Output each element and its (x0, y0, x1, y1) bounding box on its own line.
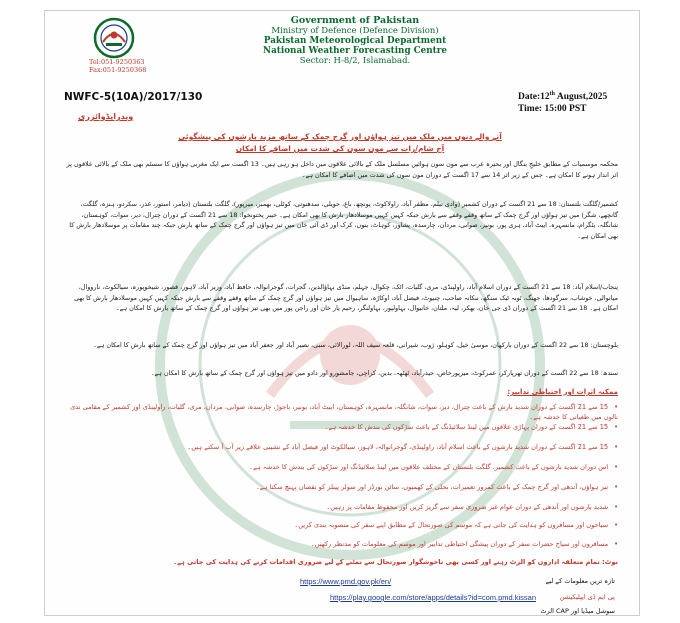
precautions-heading: ممکنہ اثرات اور احتیاطی تدابیر: (507, 388, 618, 396)
advisory-label: ویدرایڈوائزری (78, 112, 134, 121)
website-link[interactable]: https://www.pmd.gov.pk/en/ (300, 577, 392, 586)
precaution-item: • 15 سے 21 اگست کے دوران شدید بارش کے باعث چترال، دیر، سوات، شانگلہ، مانسہرہ، کوہستان، ایبٹ آباد، بونیر، باجوڑ، چارسدہ، صوابی، مردان، مری، گلیات، راولپنڈی اور کشمیر کے مقامی ندی نالوں میں طغیانی کا خدشہ ہے۔ (62, 403, 618, 422)
paragraph-kashmir-gb-kp: کشمیر/گلگت بلتستان: 18 سے 21 اگست کے دوران کشمیر (وادی نیلم، مظفر آباد، راولاکوٹ، پونچھ، باغ، حویلی، سدھنوتی، کوٹلی، بھمبر، میرپور)، گلگت بلتستان (دیامر، استور، غذر، سکردو، ہنزہ، گلگت، گانچھے، شگر) میں تیز ہواؤں اور گرج چمک کے ساتھ وقفے وقفے سے بارش جبکہ کہیں کہیں موسلادھار بارش کا بھی امکان ہے۔ خیبر پختونخوا: 18 سے 21 اگست کے دوران چترال، دیر، سوات، کوہستان، شانگلہ، بٹگرام، مانسہرہ، ایبٹ آباد، ہری پور، بونیر، صوابی، مردان، چارسدہ، پشاور، کوہاٹ، بنوں، کرک اور ڈی آئی خان میں تیز ہواؤں اور گرج چمک کے ساتھ بارش جبکہ چند مقامات پر موسلادھار بارش کا بھی امکان ہے۔ (69, 200, 618, 240)
department-name: Pakistan Meteorological Department (263, 36, 447, 46)
government-name: Government of Pakistan (290, 15, 420, 26)
headline-secondary: آج شام/رات سے مون سون کی شدت میں اضافے کا امکان (235, 144, 445, 153)
paragraph-balochistan: بلوچستان: 18 سے 22 اگست کے دوران بارکھان، موسیٰ خیل، کوہلو، ژوب، شیرانی، قلعہ سیف اللہ، لورالائی، سبی، نصیر آباد اور جعفر آباد میں تیز ہواؤں اور گرج چمک کے ساتھ بارش کا امکان ہے۔ (93, 341, 618, 349)
centre-name: National Weather Forecasting Centre (263, 46, 447, 56)
precaution-item: • 15 سے 21 اگست کے دوران پہاڑی علاقوں میں لینڈ سلائیڈنگ کے باعث سڑکوں کی بندش کا خدشہ ہے۔ (62, 423, 618, 433)
precaution-item: • تیز ہواؤں، آندھی اور گرج چمک کے باعث کمزور تعمیرات، بجلی کے کھمبوں، سائن بورڈز اور سولر پینلز کو نقصان پہنچ سکتا ہے۔ (62, 483, 618, 493)
precaution-item: • سیاحوں اور مسافروں کو ہدایت کی جاتی ہے کہ موسم کی صورتحال کے مطابق اپنے سفر کی منصوبہ بندی کریں۔ (62, 521, 618, 531)
paragraph-overview: محکمہ موسمیات کے مطابق خلیجِ بنگال اور بحیرہ عرب سے مون سون ہوائیں مسلسل ملک کے بالائی علاقوں میں داخل ہو رہی ہیں۔ 13 اگست سے ایک مغربی ہواؤں کا سسٹم بھی ملک کے بالائی علاقوں پر اثر انداز ہونے کا امکان ہے۔ جس کے زیر اثر 14 سے 17 اگست کے دوران مون سون کی شدت میں اضافے کا امکان ہے۔ (66, 160, 618, 179)
letterhead (190, 16, 520, 66)
reference-number: NWFC-5(10A)/2017/130 (64, 91, 203, 103)
fax-number: Fax:051-9250368 (89, 66, 147, 74)
date-time-block (518, 88, 607, 115)
advisory-note: نوٹ: تمام متعلقہ اداروں کو الرٹ رہنے اور کسی بھی ناخوشگوار صورتحال سے نمٹنے کے لیے ضروری اقدامات کرنے کی ہدایت کی جاتی ہے۔ (173, 558, 618, 566)
issue-date: Date:12th August,2025 (518, 91, 608, 103)
paragraph-sindh: سندھ: 18 سے 22 اگست کے دوران تھرپارکر، عمرکوٹ، میرپورخاص، حیدرآباد، ٹھٹھہ، بدین، کراچی، جامشورو اور دادو میں تیز ہواؤں اور گرج چمک کے ساتھ بارش کا امکان ہے۔ (150, 369, 618, 377)
headline-primary: آنے والے دنوں میں ملک میں تیز ہواؤں اور گرج چمک کے ساتھ مزید بارشوں کی پیشگوئی (178, 132, 502, 141)
sector-address: Sector: H-8/2, Islamabad. (299, 56, 411, 66)
contact-numbers (89, 58, 146, 74)
website-label: تازہ ترین معلومات کے لیے (545, 577, 615, 585)
pmd-logo-icon (88, 16, 140, 60)
app-store-link[interactable]: https://play.google.com/store/apps/details?id=com.pmd.kissan (330, 593, 537, 602)
app-label: پی ایم ڈی ایپلیکیشن (559, 593, 615, 601)
precaution-item: • شدید بارشوں اور آندھی کے دوران عوام غیر ضروری سفر سے گریز کریں اور محفوظ مقامات پر رہیں۔ (62, 503, 618, 513)
precaution-item: • اس دوران شدید بارشوں کے باعث کشمیر، گلگت بلتستان کے مختلف علاقوں میں لینڈ سلائیڈنگ اور سڑکوں کی بندش کا خدشہ ہے۔ (62, 463, 618, 473)
precaution-item: • مسافروں اور سیاح حضرات سفر کے دوران پیشگی احتیاطی تدابیر اور موسم کی معلومات کو مدنظر رکھیں۔ (62, 540, 618, 550)
precaution-item: • 15 سے 21 اگست کے دوران شدید بارشوں کے باعث اسلام آباد، راولپنڈی، گوجرانوالہ، لاہور، سیالکوٹ اور فیصل آباد کے نشیبی علاقے زیر آب آ سکتے ہیں۔ (62, 443, 618, 453)
paragraph-punjab-islamabad: پنجاب/اسلام آباد: 18 سے 21 اگست کے دوران اسلام آباد، راولپنڈی، مری، گلیات، اٹک، چکوال، جہلم، منڈی بہاؤالدین، گجرات، گوجرانوالہ، حافظ آباد، وزیر آباد، لاہور، قصور، شیخوپورہ، سیالکوٹ، نارووال، میانوالی، خوشاب، سرگودھا، جھنگ، ٹوبہ ٹیک سنگھ، ننکانہ صاحب، چنیوٹ، فیصل آباد، اوکاڑہ، ساہیوال میں تیز ہواؤں اور گرج چمک کے ساتھ وقفے وقفے سے بارش جبکہ کہیں کہیں موسلادھار بارش کا بھی امکان ہے۔ 18 سے 21 اگست کے دوران ڈی جی خان، بھکر، لیہ، ملتان، خانیوال، بہاولپور، بہاولنگر، رحیم یار خان اور راجن پور میں بھی تیز ہواؤں اور گرج چمک کے ساتھ بارش کا امکان ہے۔ (74, 283, 618, 312)
issue-time: Time: 15:00 PST (518, 104, 587, 115)
social-label: سوشل میڈیا اور CAP الرٹ (540, 607, 615, 615)
tel-number: Tel:051-9250363 (89, 58, 145, 66)
ministry-name: Ministry of Defence (Defence Division) (271, 26, 439, 36)
